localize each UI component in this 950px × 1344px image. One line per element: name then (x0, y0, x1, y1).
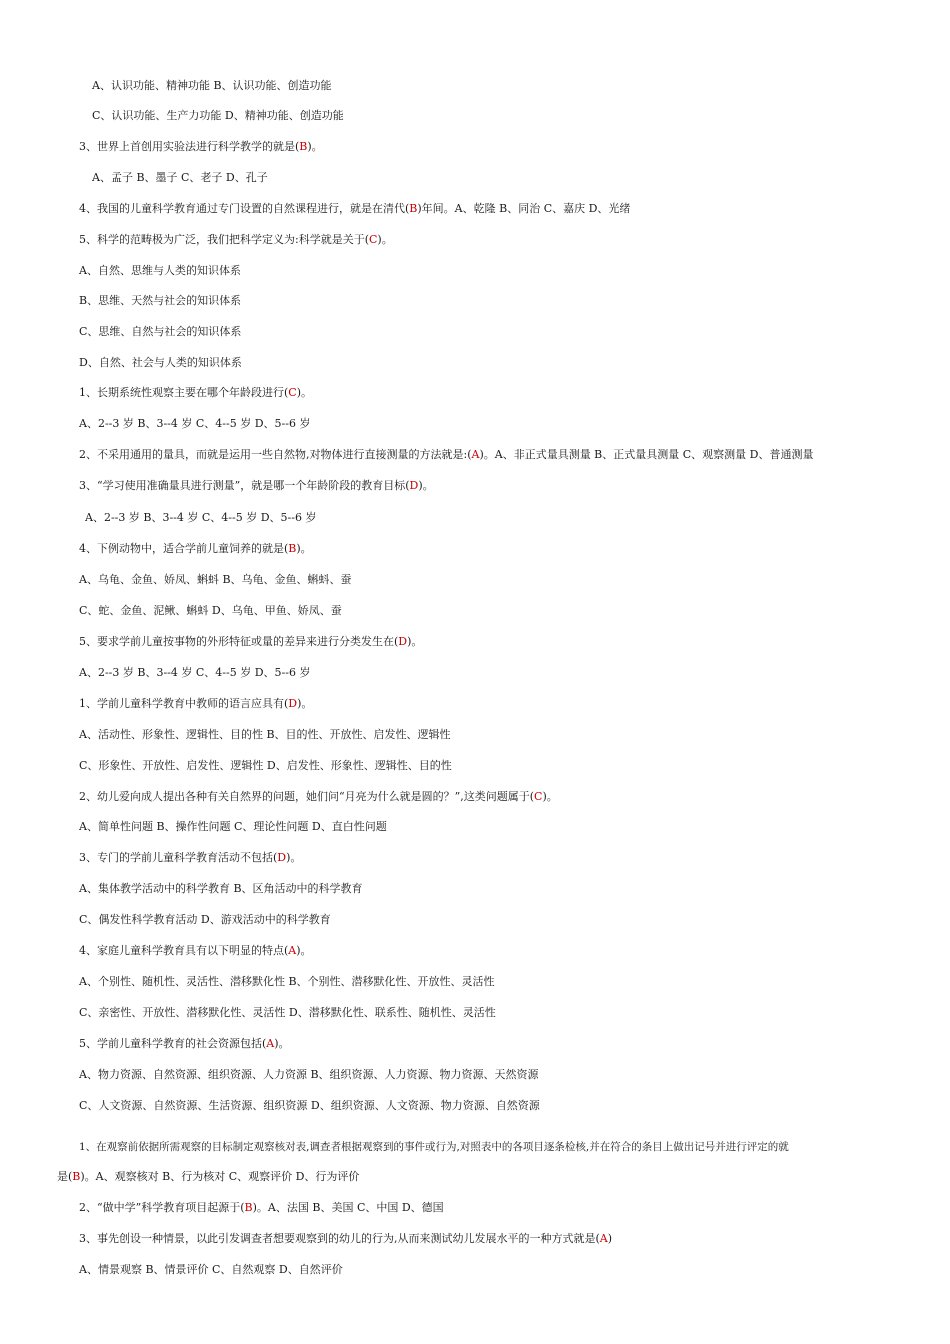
question-line: 1、学前儿童科学教育中教师的语言应具有(D)。 (79, 697, 313, 710)
text-line: A、乌龟、金鱼、娇凤、蝌蚪 B、乌龟、金鱼、蝌蚪、蚕 (79, 573, 352, 586)
question-line: 2、幼儿爱向成人提出各种有关自然界的问题，她们问“月亮为什么就是圆的？”,这类问题属于(C)。 (79, 790, 558, 803)
text-line: A、孟子 B、墨子 C、老子 D、孔子 (92, 171, 268, 184)
text-line: A、认识功能、精神功能 B、认识功能、创造功能 (92, 79, 332, 92)
text-line: A、活动性、形象性、逻辑性、目的性 B、目的性、开放性、启发性、逻辑性 (79, 728, 451, 741)
question-line: 2、“做中学”科学教育项目起源于(B)。A、法国 B、美国 C、中国 D、德国 (79, 1201, 444, 1214)
answer-letter: A (471, 448, 480, 461)
question-line: 5、要求学前儿童按事物的外形特征或量的差异来进行分类发生在(D)。 (79, 635, 423, 648)
answer-letter: D (277, 851, 287, 864)
answer-letter: A (288, 944, 297, 957)
question-line: 5、科学的范畴极为广泛，我们把科学定义为:科学就是关于(C)。 (79, 233, 393, 246)
question-line: 3、世界上首创用实验法进行科学教学的就是(B)。 (79, 140, 323, 153)
text-line: A、物力资源、自然资源、组织资源、人力资源 B、组织资源、人力资源、物力资源、天然资源 (79, 1068, 539, 1081)
text-line: A、情景观察 B、情景评价 C、自然观察 D、自然评价 (79, 1263, 343, 1276)
answer-letter: B (288, 542, 297, 555)
question-line: 1、在观察前依据所需观察的目标制定观察核对表,调查者根据观察到的事件或行为,对照表中的各项目逐条检核,并在符合的条目上做出记号并进行评定的就 (79, 1141, 789, 1153)
question-line: 是(B)。A、观察核对 B、行为核对 C、观察评价 D、行为评价 (57, 1170, 360, 1183)
answer-letter: B (72, 1170, 81, 1183)
answer-letter: D (288, 697, 298, 710)
text-line: A、自然、思维与人类的知识体系 (79, 264, 241, 277)
text-line: C、偶发性科学教育活动 D、游戏活动中的科学教育 (79, 913, 331, 926)
question-line: 3、专门的学前儿童科学教育活动不包括(D)。 (79, 851, 302, 864)
text-line: A、简单性问题 B、操作性问题 C、理论性问题 D、直白性问题 (79, 820, 387, 833)
question-line: 2、不采用通用的量具，而就是运用一些自然物,对物体进行直接测量的方法就是:(A)。A、非正式量具测量 B、正式量具测量 C、观察测量 D、普通测量 (79, 448, 814, 461)
text-line: A、个别性、随机性、灵活性、潜移默化性 B、个别性、潜移默化性、开放性、灵活性 (79, 975, 495, 988)
text-line: C、人文资源、自然资源、生活资源、组织资源 D、组织资源、人文资源、物力资源、自然资源 (79, 1099, 540, 1112)
question-line: 4、下例动物中，适合学前儿童饲养的就是(B)。 (79, 542, 312, 555)
question-line: 1、长期系统性观察主要在哪个年龄段进行(C)。 (79, 386, 313, 399)
answer-letter: A (266, 1037, 275, 1050)
answer-letter: C (288, 386, 297, 399)
text-line: C、认识功能、生产力功能 D、精神功能、创造功能 (92, 109, 344, 122)
question-line: 5、学前儿童科学教育的社会资源包括(A)。 (79, 1037, 290, 1050)
answer-letter: C (369, 233, 378, 246)
answer-letter: D (398, 635, 408, 648)
answer-letter: C (534, 790, 543, 803)
text-line: C、形象性、开放性、启发性、逻辑性 D、启发性、形象性、逻辑性、目的性 (79, 759, 452, 772)
text-line: B、思维、天然与社会的知识体系 (79, 294, 242, 307)
answer-letter: B (299, 140, 308, 153)
text-line: D、自然、社会与人类的知识体系 (79, 356, 242, 369)
text-line: C、思维、自然与社会的知识体系 (79, 325, 242, 338)
answer-letter: A (599, 1232, 608, 1245)
answer-letter: D (409, 479, 419, 492)
text-line: C、亲密性、开放性、潜移默化性、灵活性 D、潜移默化性、联系性、随机性、灵活性 (79, 1006, 496, 1019)
question-line: 4、我国的儿童科学教育通过专门设置的自然课程进行，就是在清代(B)年间。A、乾隆 B、同治 C、嘉庆 D、光绪 (79, 202, 631, 215)
question-line: 4、家庭儿童科学教育具有以下明显的特点(A)。 (79, 944, 312, 957)
answer-letter: B (409, 202, 418, 215)
text-line: C、蛇、金鱼、泥鳅、蝌蚪 D、乌龟、甲鱼、娇凤、蚕 (79, 604, 342, 617)
text-line: A、2--3 岁 B、3--4 岁 C、4--5 岁 D、5--6 岁 (79, 417, 311, 430)
text-line: A、集体教学活动中的科学教育 B、区角活动中的科学教育 (79, 882, 363, 895)
text-line: A、2--3 岁 B、3--4 岁 C、4--5 岁 D、5--6 岁 (79, 666, 311, 679)
question-line: 3、“学习使用准确量具进行测量”，就是哪一个年龄阶段的教育目标(D)。 (79, 479, 434, 492)
answer-letter: B (244, 1201, 253, 1214)
text-line: A、2--3 岁 B、3--4 岁 C、4--5 岁 D、5--6 岁 (85, 511, 317, 524)
question-line: 3、事先创设一种情景，以此引发调查者想要观察到的幼儿的行为,从而来测试幼儿发展水平的一种方式就是(A) (79, 1232, 613, 1245)
